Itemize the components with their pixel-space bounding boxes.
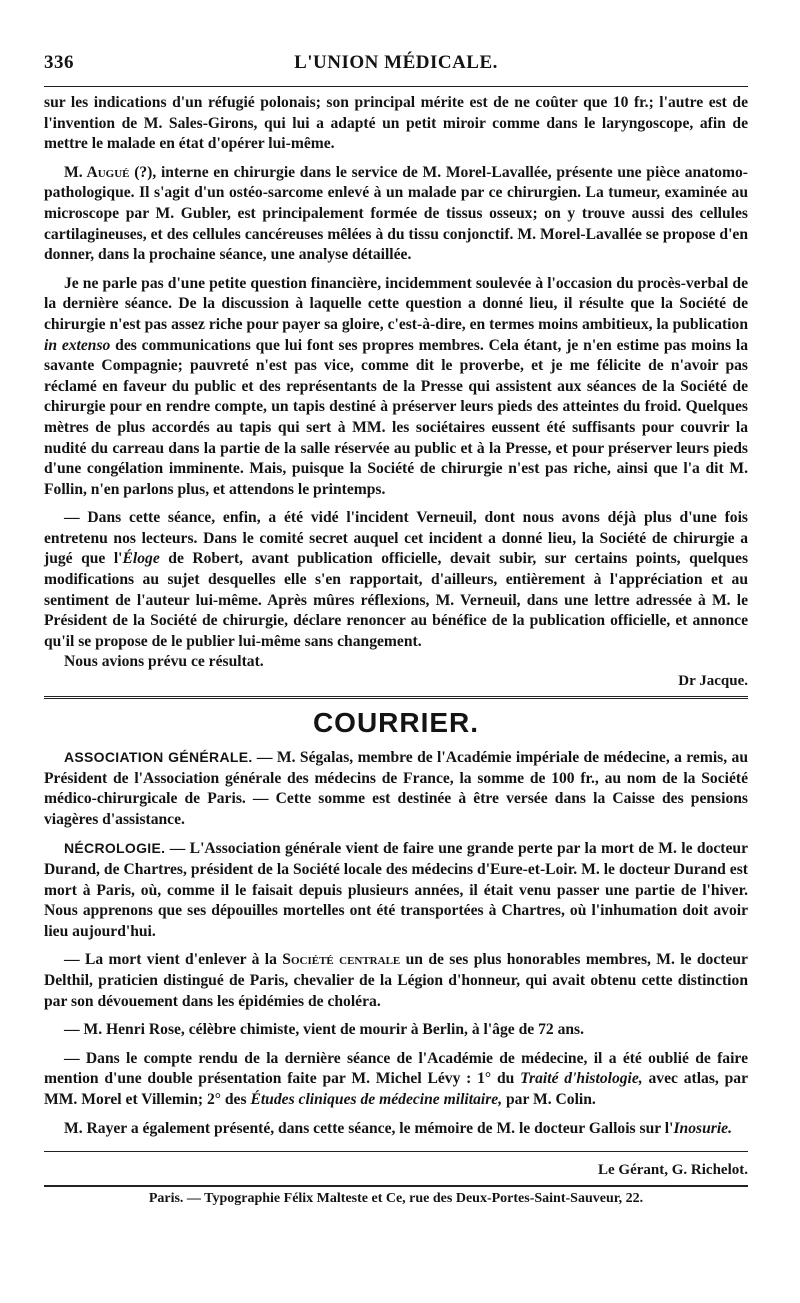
paragraph xyxy=(44,838,748,942)
paragraph-text: avec atlas, par MM. Morel et Villemin; 2° des xyxy=(44,1070,748,1108)
page-number: 336 xyxy=(44,52,74,73)
italic-text: Études cliniques de médecine militaire, xyxy=(250,1090,503,1108)
paragraph-text: — Dans le compte rendu de la dernière séance de l'Académie de médecine, il a été oublié de faire mention d'une double présentation faite par M. Michel Lévy : 1° du xyxy=(44,1049,748,1088)
section-divider xyxy=(44,696,748,699)
paragraph-text: — M. Ségalas, membre de l'Académie impériale de médecine, a remis, au Président de l'Association générale des médecins de France, la somme de 100 fr., au nom de la Société médico-chirurgicale de Paris. — Cette somme est destinée à être versée dans la Caisse des pensions viagères d'assistance. xyxy=(44,749,748,828)
footer-rule xyxy=(44,1151,748,1152)
presenter-name: M. Augué (?), xyxy=(64,163,157,181)
author-signature: Dr Jacque. xyxy=(678,673,748,690)
paragraph xyxy=(44,1049,748,1111)
paragraph-text: de Robert, avant publication officielle, devait subir, sur certains points, quelques modifications au sujet desquelles elle s'en rapportait, d'ailleurs, entièrement à l'appréciation et au sentiment de l'auteur lui-même. Après mûres réflexions, M. Verneuil, dans une lettre adressée à M. le Président de la Société de chirurgie, déclare renoncer au bénéfice de la publication officielle, et annonce qu'il se propose de le publier lui-même sans changement. xyxy=(44,550,749,650)
section-title: COURRIER. xyxy=(312,707,480,739)
paragraph-text: des communications que lui font ses propres membres. Cela étant, je n'en estime pas moins la savante Compagnie; pauvreté n'est pas vice, comme dit le proverbe, et je me félicite de n'avoir pas réclamé en faveur du public et des représentants de la Presse qui assistent aux séances de la Société de chirurgie pour en rendre compte, un tapis destiné à préserver leurs pieds des atteintes du froid. Quelques mètres de plus accordés au tapis qui sert à MM. les sociétaires eussent été suffisants pour couvrir la nudité du carreau dans la partie de la salle réservée au public et à la Presse, et pour préserver leurs pieds d'une congélation imminente. Mais, puisque la Société de chirurgie n'est pas riche, ainsi que l'a dit M. Follin, n'en parlons plus, et attendons le printemps. xyxy=(44,336,748,498)
paragraph: sur les indications d'un réfugié polonais; son principal mérite est de ne coûter que 10 fr.; l'autre est de l'invention de M. Sales-Girons, qui lui a adapté un petit miroir comme dans le laryngoscope, afin de mettre le malade en état d'opérer lui-même. xyxy=(44,94,748,153)
italic-text: Éloge xyxy=(122,550,160,568)
paragraph xyxy=(44,163,748,266)
italic-text: Traité d'histologie, xyxy=(520,1070,643,1088)
italic-text: in extenso xyxy=(44,336,111,354)
running-title: L'UNION MÉDICALE. xyxy=(294,52,498,73)
paragraph-text: Je ne parle pas d'une petite question financière, incidemment soulevée à l'occasion du procès-verbal de la dernière séance. De la discussion à laquelle cette question a donné lieu, il résulte que la Société de chirurgie n'est pas assez riche pour payer sa gloire, c'est-à-dire, en termes moins ambitieux, la publication xyxy=(44,274,748,333)
article-body xyxy=(44,93,748,690)
paragraph xyxy=(44,1119,748,1140)
smallcaps-text: Société centrale xyxy=(282,951,401,969)
paragraph-text: interne en chirurgie dans le service de M. Morel-Lavallée, présente une pièce anatomo-pathologique. Il s'agit d'un ostéo-sarcome enlevé à un malade par ce chirurgien. La tumeur, examinée au microscope par M. Gubler, est principalement formée de tissus osseux; on y trouve aussi des cellules cartilagineuses, et des cellules cancéreuses mêlées à du tissu conjonctif. M. Morel-Lavallée se propose d'en donner, dans la prochaine séance, une analyse détaillée. xyxy=(44,163,748,264)
italic-text: Inosurie. xyxy=(673,1119,732,1137)
paragraph xyxy=(44,274,748,501)
header-rule xyxy=(44,86,748,87)
paragraph: — M. Henri Rose, célèbre chimiste, vient de mourir à Berlin, à l'âge de 72 ans. xyxy=(64,1021,585,1039)
page-header xyxy=(44,52,748,86)
paragraph xyxy=(44,950,748,1012)
paragraph xyxy=(44,747,748,830)
courrier-body xyxy=(44,747,748,1139)
paragraph: Nous avions prévu ce résultat. xyxy=(64,653,264,671)
paragraph-text: — L'Association générale vient de faire une grande perte par la mort de M. le docteur Durand, de Chartres, président de la Société locale des médecins d'Eure-et-Loir. M. le docteur Durand est mort à Paris, où, comme il le faisait depuis plusieurs années, il était venu passer une partie de l'hiver. Nous apprenons que ses dépouilles mortelles ont été transportées à Chartres, où l'inhumation doit avoir lieu aujourd'hui. xyxy=(44,840,748,940)
gerant-signature: Le Gérant, G. Richelot. xyxy=(598,1162,748,1179)
rubric-label: NÉCROLOGIE. xyxy=(64,840,166,857)
paragraph xyxy=(44,508,748,652)
paragraph-text: — Dans cette séance, enfin, a été vidé l'incident Verneuil, dont nous avons déjà plus d'une fois entretenu nos lecteurs. Dans le comité secret auquel cet incident a donné lieu, la Société de chirurgie a jugé que l' xyxy=(44,509,748,568)
paragraph-text: M. Rayer a également présenté, dans cette séance, le mémoire de M. le docteur Gallois sur l' xyxy=(64,1119,674,1137)
imprint-rule xyxy=(44,1185,748,1187)
paragraph-text: par M. Colin. xyxy=(502,1090,596,1108)
rubric-label: ASSOCIATION GÉNÉRALE. xyxy=(64,749,253,766)
paragraph-text: — La mort vient d'enlever à la xyxy=(64,951,283,969)
paragraph-text: un de ses plus honorables membres, M. le docteur Delthil, praticien distingué de Paris, chevalier de la Légion d'honneur, qui avait obtenu cette distinction par son dévouement dans les épidémies de choléra. xyxy=(44,951,748,1010)
printer-imprint: Paris. — Typographie Félix Malteste et Ce, rue des Deux-Portes-Saint-Sauveur, 22. xyxy=(148,1191,644,1207)
